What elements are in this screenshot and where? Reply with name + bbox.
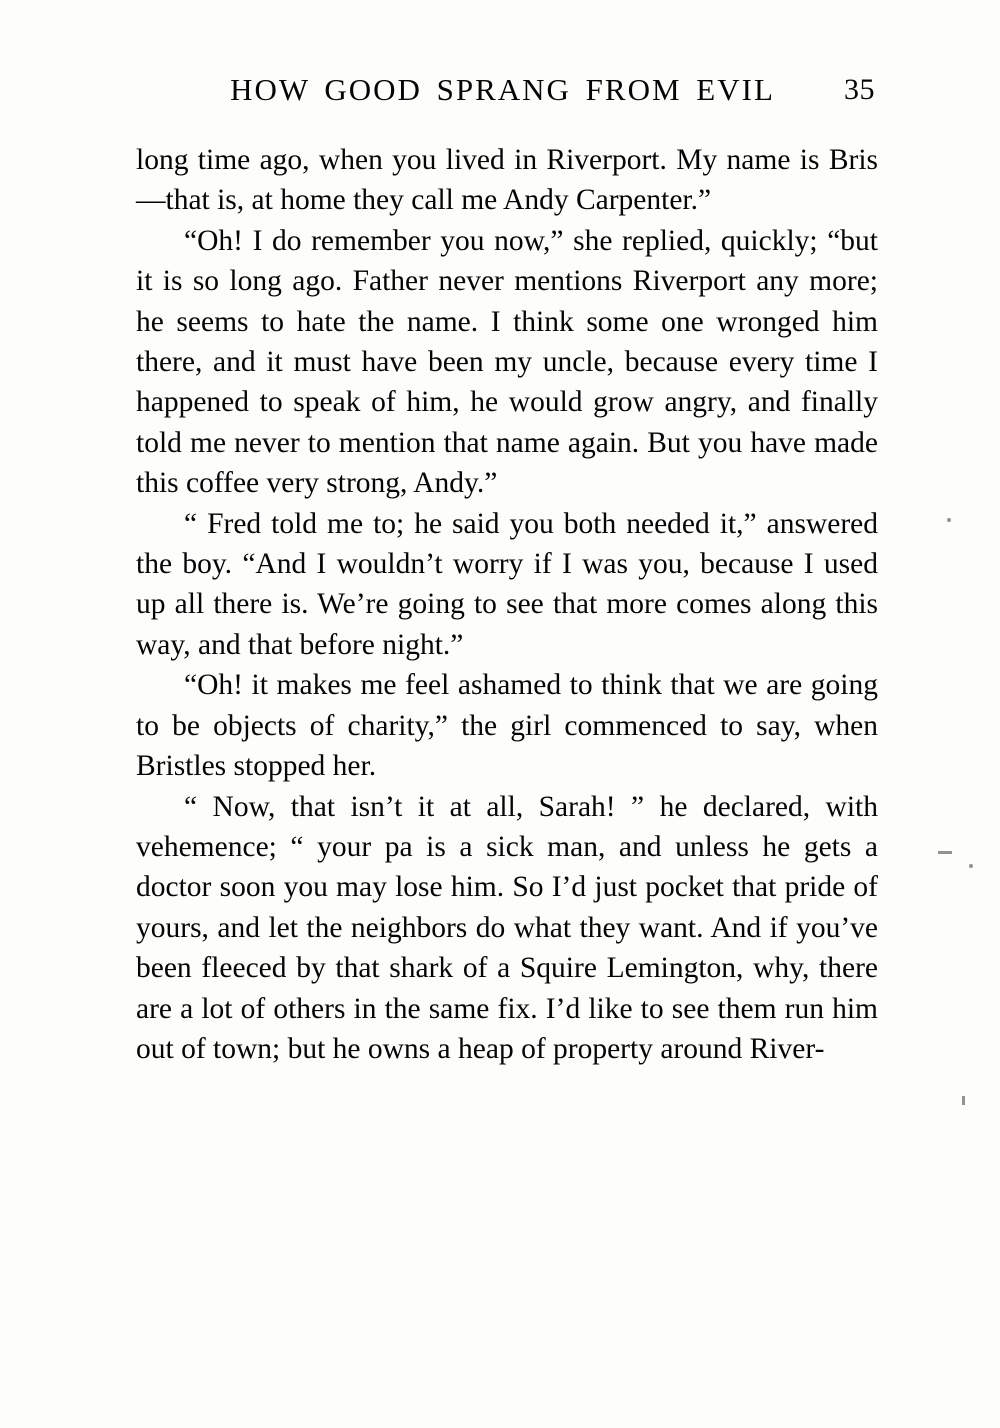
scan-speck: [969, 864, 973, 868]
paragraph: long time ago, when you lived in Riverport. My name is Bris—that is, at home they call me Andy Carpenter.”: [136, 144, 878, 217]
page-number: 35: [844, 73, 875, 106]
paragraph: “Oh! it makes me feel ashamed to think that we are going to be objects of charity,” the girl commenced to say, when Bristles stopped her.: [136, 669, 878, 783]
scan-speck: [938, 851, 952, 854]
scan-speck: [962, 1096, 965, 1105]
paragraph: “ Fred told me to; he said you both needed it,” answered the boy. “And I wouldn’t worry if I was you, because I used up all there is. We’re going to see that more comes along this way, and that before night.”: [136, 507, 878, 661]
paragraph: “ Now, that isn’t it at all, Sarah! ” he declared, with vehemence; “ your pa is a sick man, and unless he gets a doctor soon you may lose him. So I’d just pocket that pride of yours, and let the neighbors do what they want. And if you’ve been fleeced by that shark of a Squire Lemington, why, there are a lot of others in the same fix. I’d like to see them run him out of town; but he owns a heap of property around River-: [136, 790, 878, 1065]
scan-speck: [947, 518, 951, 522]
page-body: [136, 140, 878, 1069]
running-title: HOW GOOD SPRANG FROM EVIL: [230, 72, 775, 107]
page-header: [130, 72, 875, 108]
paragraph: “Oh! I do remember you now,” she replied, quickly; “but it is so long ago. Father never mentions Riverport any more; he seems to hate the name. I think some one wronged him there, and it must have been my uncle, because every time I happened to speak of him, he would grow angry, and finally told me never to mention that name again. But you have made this coffee very strong, Andy.”: [136, 224, 878, 500]
